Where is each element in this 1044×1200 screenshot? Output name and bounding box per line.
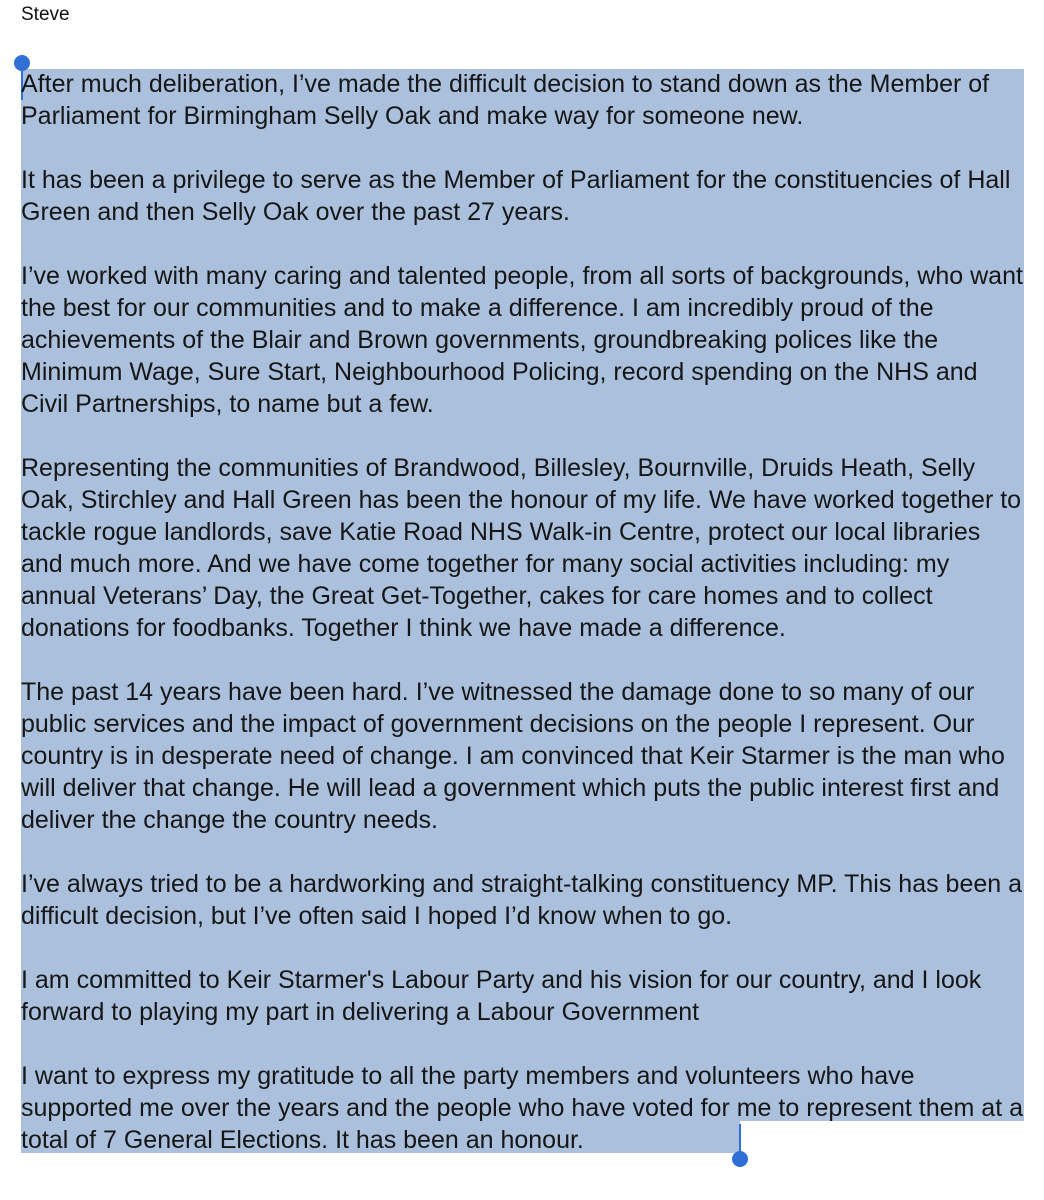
paragraph-5: The past 14 years have been hard. I’ve witnessed the damage done to so many of our public services and the impact of government decisions on the people I represent. Our country is in desperate need of change. I am convinced that Keir Starmer is the man who will deliver that change. He will lead a government which puts the public interest first and deliver the change the country needs. [21,678,1005,834]
sender-name: Steve [21,4,70,25]
paragraph-6: I’ve always tried to be a hardworking and straight-talking constituency MP. This has been a difficult decision, but I’ve often said I hoped I’d know when to go. [21,870,1023,930]
document-body[interactable] [21,68,1025,1156]
paragraph-2: It has been a privilege to serve as the Member of Parliament for the constituencies of Hall Green and then Selly Oak over the past 27 years. [21,166,1011,226]
selection-end-handle[interactable] [732,1151,748,1167]
paragraph-7: I am committed to Keir Starmer's Labour Party and his vision for our country, and I look forward to playing my part in delivering a Labour Government [21,966,982,1026]
paragraph-3: I’ve worked with many caring and talented people, from all sorts of backgrounds, who want the best for our communities and to make a difference. I am incredibly proud of the achievements of the Blair and Brown governments, groundbreaking polices like the Minimum Wage, Sure Start, Neighbourhood Policing, record spending on the NHS and Civil Partnerships, to name but a few. [21,262,1023,418]
paragraph-4: Representing the communities of Brandwood, Billesley, Bournville, Druids Heath, Selly Oak, Stirchley and Hall Green has been the honour of my life. We have worked together to tackle rogue landlords, save Katie Road NHS Walk-in Centre, protect our local libraries and much more. And we have come together for many social activities including: my annual Veterans’ Day, the Great Get-Together, cakes for care homes and to collect donations for foodbanks. Together I think we have made a difference. [21,454,1022,642]
paragraph-8: I want to express my gratitude to all the party members and volunteers who have supported me over the years and the people who have voted for me to represent them at a total of 7 General Elections. It has been an honour. [21,1062,1023,1154]
paragraph-1: After much deliberation, I’ve made the difficult decision to stand down as the Member of Parliament for Birmingham Selly Oak and make way for someone new. [21,70,990,130]
